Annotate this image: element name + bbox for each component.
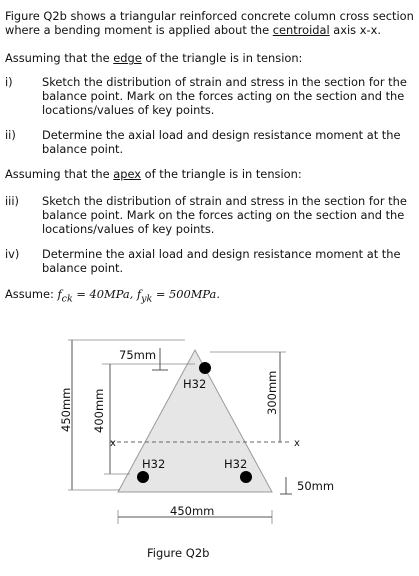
item-i-line-1: Sketch the distribution of strain and stress in the section for the [42, 75, 407, 89]
item-i-line-3: locations/values of key points. [42, 103, 215, 117]
item-number-i: i) [5, 75, 13, 89]
intro-line-2-before: where a bending moment is applied about the [5, 23, 273, 37]
item-number-ii: ii) [5, 128, 16, 142]
label-300mm: 300mm [265, 370, 279, 415]
edge-heading-after: of the triangle is in tension: [141, 51, 303, 65]
label-bar-right: H32 [224, 457, 248, 471]
label-bar-left: H32 [142, 457, 166, 471]
apex-keyword: apex [113, 167, 142, 181]
item-iii-line-3: locations/values of key points. [42, 222, 215, 236]
item-number-iv: iv) [5, 247, 20, 261]
label-75mm: 75mm [119, 348, 157, 362]
apex-heading-after: of the triangle is in tension: [141, 167, 302, 181]
rebar-right [240, 471, 252, 483]
rebar-left [137, 471, 149, 483]
label-50mm: 50mm [297, 479, 335, 493]
item-number-iii: iii) [5, 194, 19, 208]
edge-heading-before: Assuming that the [5, 51, 114, 65]
item-i-line-2: balance point. Mark on the forces acting on the section and the [42, 89, 405, 103]
figure-caption: Figure Q2b [147, 546, 210, 560]
assume-label: Assume: [5, 287, 58, 301]
label-axis-left: x [110, 438, 116, 449]
item-ii-line-1: Determine the axial load and design resistance moment at the [42, 128, 401, 142]
item-iv-line-1: Determine the axial load and design resistance moment at the [42, 247, 401, 261]
assume-formula: $f_{ck} = 40MPa$, $f_{yk} = 500MPa$. [57, 287, 220, 305]
item-iv-line-2: balance point. [42, 261, 124, 275]
label-450mm-base: 450mm [170, 504, 215, 518]
item-iii-line-2: balance point. Mark on the forces acting on the section and the [42, 208, 405, 222]
edge-keyword: edge [113, 51, 142, 65]
label-400mm: 400mm [92, 388, 106, 433]
rebar-top [199, 362, 211, 374]
label-axis-right: x [294, 438, 300, 449]
centroidal-underlined: centroidal [272, 23, 330, 37]
intro-line-2-after: axis x-x. [329, 23, 381, 37]
item-iii-line-1: Sketch the distribution of strain and stress in the section for the [42, 194, 407, 208]
label-bar-top: H32 [183, 377, 207, 391]
intro-line-1: Figure Q2b shows a triangular reinforced concrete column cross section [5, 9, 414, 23]
item-ii-line-2: balance point. [42, 142, 124, 156]
apex-heading-before: Assuming that the [5, 167, 114, 181]
label-450mm-height: 450mm [59, 387, 73, 432]
